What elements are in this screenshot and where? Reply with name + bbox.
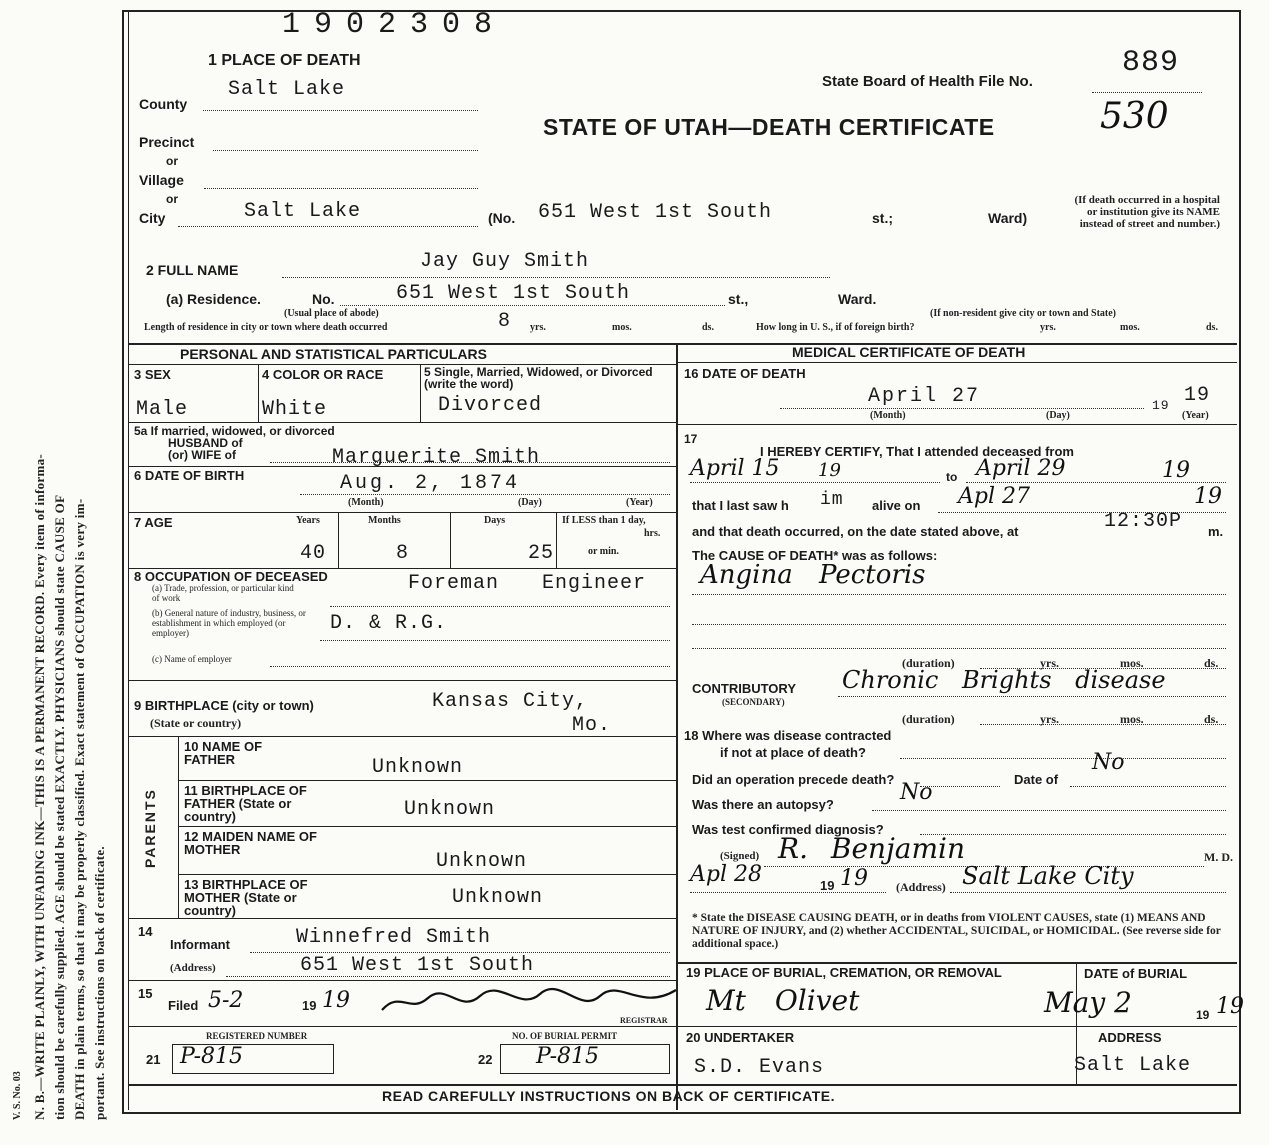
undertaker-address-value: Salt Lake: [1074, 1054, 1192, 1077]
margin-instructions-4: portant. See instructions on back of certificate.: [92, 846, 107, 1120]
place-of-death-label: 1 PLACE OF DEATH: [208, 52, 361, 69]
industry-value: D. & R.G.: [330, 612, 448, 635]
burial-date-value: May 2: [1044, 986, 1132, 1019]
physician-signature: R. Benjamin: [778, 832, 965, 865]
autopsy-value: No: [900, 780, 933, 805]
death-year-value: 19: [1184, 384, 1211, 407]
burial-place-value: Mt Olivet: [706, 984, 860, 1017]
birthplace-state-value: Mo.: [572, 714, 612, 737]
state-file-label: State Board of Health File No.: [822, 73, 1033, 90]
last-seen-alive-value: Apl 27: [958, 484, 1030, 509]
attended-to-value: April 29: [976, 456, 1066, 481]
physician-address-value: Salt Lake City: [962, 862, 1134, 890]
age-months-value: 8: [396, 542, 410, 565]
filed-year-value: 19: [322, 988, 350, 1013]
certificate-title: STATE OF UTAH—DEATH CERTIFICATE: [543, 114, 995, 140]
operation-value: No: [1092, 750, 1125, 775]
residence-value: 651 West 1st South: [396, 282, 631, 305]
full-name-label: 2 FULL NAME: [146, 262, 239, 278]
occupation-value: Foreman Engineer: [408, 572, 647, 595]
city-value: Salt Lake: [244, 200, 362, 223]
mother-value: Unknown: [436, 850, 528, 873]
cause-of-death-value: Angina Pectoris: [700, 560, 926, 590]
county-value: Salt Lake: [228, 78, 346, 101]
signature-date-value: Apl 28: [690, 862, 762, 887]
state-file-number: 889: [1122, 46, 1180, 80]
village-label: Village: [139, 172, 184, 188]
medical-heading: MEDICAL CERTIFICATE OF DEATH: [792, 344, 1026, 360]
death-certificate: N. B.—WRITE PLAINLY, WITH UNFADING INK—THIS IS A PERMANENT RECORD. Every item of informa- tion should be carefully supplied. AGE should be stated EXACTLY. PHYSICIANS should state CAUSE OF DEATH in plain terms, so that it may be properly classified. Exact statement of OCCUPATION is very im- portant. See instructions on back of certificate. V. S. No. 03 1902308 1 PLACE OF DEATH State Board of Health File No. 889 STATE OF UTAH—DEATH CERTIFICATE 530 County Salt Lake Precinct or Village or City Salt Lake (No. 651 West 1st South st.; Ward) (If death occurred in a hospital or institution give its NAME instead of street and number.) 2 FULL NAME Jay Guy Smith (a) Residence. No. 651 West 1st South st., Ward. (Usual place of abode) (If non-resident give city or town and State) Length of residence in city or town where death occurred 8 yrs. mos. ds. How long in U. S., if of foreign birth? yrs. mos. ds. PERSONAL AND STATISTICAL PARTICULARS MEDICAL CERTIFICATE OF DEATH 3 SEX 4 COLOR OR RACE 5 Single, Married, Widowed, or Divorced (write the word) Male White Divorced 5a If married, widowed, or divorced HUSBAND of (or) WIFE of Marguerite Smith 6 DATE OF BIRTH Aug. 2, 1874 (Month) (Day) (Year) 7 AGE Years Months Days If LESS than 1 day, hrs. or min. 40 8 25 8 OCCUPATION OF DECEASED (a) Trade, profession, or particular kind of work (b) General nature of industry, business, or establishment in which employed (or employer) (c) Name of employer Foreman Engineer D. & R.G. 9 BIRTHPLACE (city or town) (State or country) Kansas City, Mo. PARENTS 10 NAME OF FATHER Unknown 11 BIRTHPLACE OF FATHER (State or country) Unknown 12 MAIDEN NAME OF MOTHER Unknown 13 BIRTHPLACE OF MOTHER (State or country) Unknown 14 Informant Winnefred Smith (Address) 651 West 1st South 15 Filed 5-2 19 19 REGISTRAR REGISTERED NUMBER NO. OF BURIAL PERMIT 21 P-815 22 P-815 16 DATE OF DEATH April 27 19 19 (Month) (Day) (Year) 17 I HEREBY CERTIFY, That I attended deceased from April 15 19 to April 29 19 that I last saw h im alive on Apl 27 19 and that death occurred, on the date stated above, at 12:30P m. The CAUSE OF DEATH* was as follows: Angina Pectoris (duration) yrs. mos. ds. CONTRIBUTORY (SECONDARY) Chronic Brights disease (duration) yrs. mos. ds. 18 Where was disease contracted if not at place of death? Did an operation precede death? Date of No Was there an autopsy? No Was test confirmed diagnosis? (Signed) R. Benjamin M. D. Apl 28 19 19 (Address) Salt Lake City * State the DISEASE CAUSING DEATH, or in deaths from VIOLENT CAUSES, state (1) MEANS AND NATURE OF INJURY, and (2) whether ACCIDENTAL, SUICIDAL, or HOMICIDAL. (See reverse side for additional space.) 19 PLACE OF BURIAL, CREMATION, OR REMOVAL DATE of BURIAL Mt Olivet May 2 19 19 20 UNDERTAKER ADDRESS S.D. Evans Salt Lake READ CAREFULLY INSTRUCTIONS ON BACK OF CERTIFICATE.: [0, 0, 1269, 1145]
informant-value: Winnefred Smith: [296, 926, 492, 949]
sex-value: Male: [136, 398, 189, 421]
personal-heading: PERSONAL AND STATISTICAL PARTICULARS: [180, 346, 487, 362]
father-birthplace-value: Unknown: [404, 798, 496, 821]
certify-text: I HEREBY CERTIFY, That I attended deceased from: [760, 444, 1074, 459]
spouse-value: Marguerite Smith: [332, 446, 541, 469]
handwritten-number: 530: [1100, 96, 1169, 137]
cause-footnote: * State the DISEASE CAUSING DEATH, or in deaths from VIOLENT CAUSES, state (1) MEANS AND NATURE OF INJURY, and (2) whether ACCIDENTAL, SUICIDAL, or HOMICIDAL. (See reverse side for additional space.): [692, 912, 1221, 950]
filed-date-value: 5-2: [208, 988, 244, 1013]
margin-instructions-2: tion should be carefully supplied. AGE should be stated EXACTLY. PHYSICIANS should state CAUSE OF: [52, 494, 67, 1120]
death-address-value: 651 West 1st South: [538, 201, 773, 224]
vs-number: V. S. No. 03: [12, 1071, 23, 1120]
margin-instructions-3: DEATH in plain terms, so that it may be properly classified. Exact statement of OCCUPATION is very im-: [72, 498, 87, 1120]
dob-value: Aug. 2, 1874: [340, 472, 521, 495]
margin-instructions-1: N. B.—WRITE PLAINLY, WITH UNFADING INK—THIS IS A PERMANENT RECORD. Every item of informa-: [32, 453, 47, 1120]
county-label: County: [139, 96, 188, 112]
parents-label: PARENTS: [142, 788, 158, 868]
registered-number-value: P-815: [180, 1044, 244, 1069]
race-value: White: [262, 398, 328, 421]
age-years-value: 40: [300, 542, 327, 565]
age-days-value: 25: [528, 542, 555, 565]
marital-value: Divorced: [438, 394, 543, 417]
time-of-death-value: 12:30P: [1104, 510, 1183, 533]
full-name-value: Jay Guy Smith: [420, 250, 590, 273]
contributory-cause-value: Chronic Brights disease: [842, 666, 1166, 694]
precinct-label: Precinct: [139, 134, 195, 150]
certificate-number: 1902308: [282, 8, 507, 42]
father-value: Unknown: [372, 756, 464, 779]
burial-permit-value: P-815: [536, 1044, 600, 1069]
undertaker-value: S.D. Evans: [694, 1056, 825, 1079]
registrar-signature-scrawl: [380, 984, 680, 1018]
hospital-note: (If death occurred in a hospital or institution give its NAME instead of street and number.): [1074, 194, 1220, 230]
attended-from-value: April 15: [690, 456, 780, 481]
footer-instructions: READ CAREFULLY INSTRUCTIONS ON BACK OF CERTIFICATE.: [382, 1088, 836, 1104]
date-of-death-value: April 27: [868, 385, 981, 408]
residence-length-value: 8: [498, 310, 512, 333]
city-label: City: [139, 210, 166, 226]
birthplace-city-value: Kansas City,: [432, 690, 589, 713]
mother-birthplace-value: Unknown: [452, 886, 544, 909]
informant-address-value: 651 West 1st South: [300, 954, 535, 977]
